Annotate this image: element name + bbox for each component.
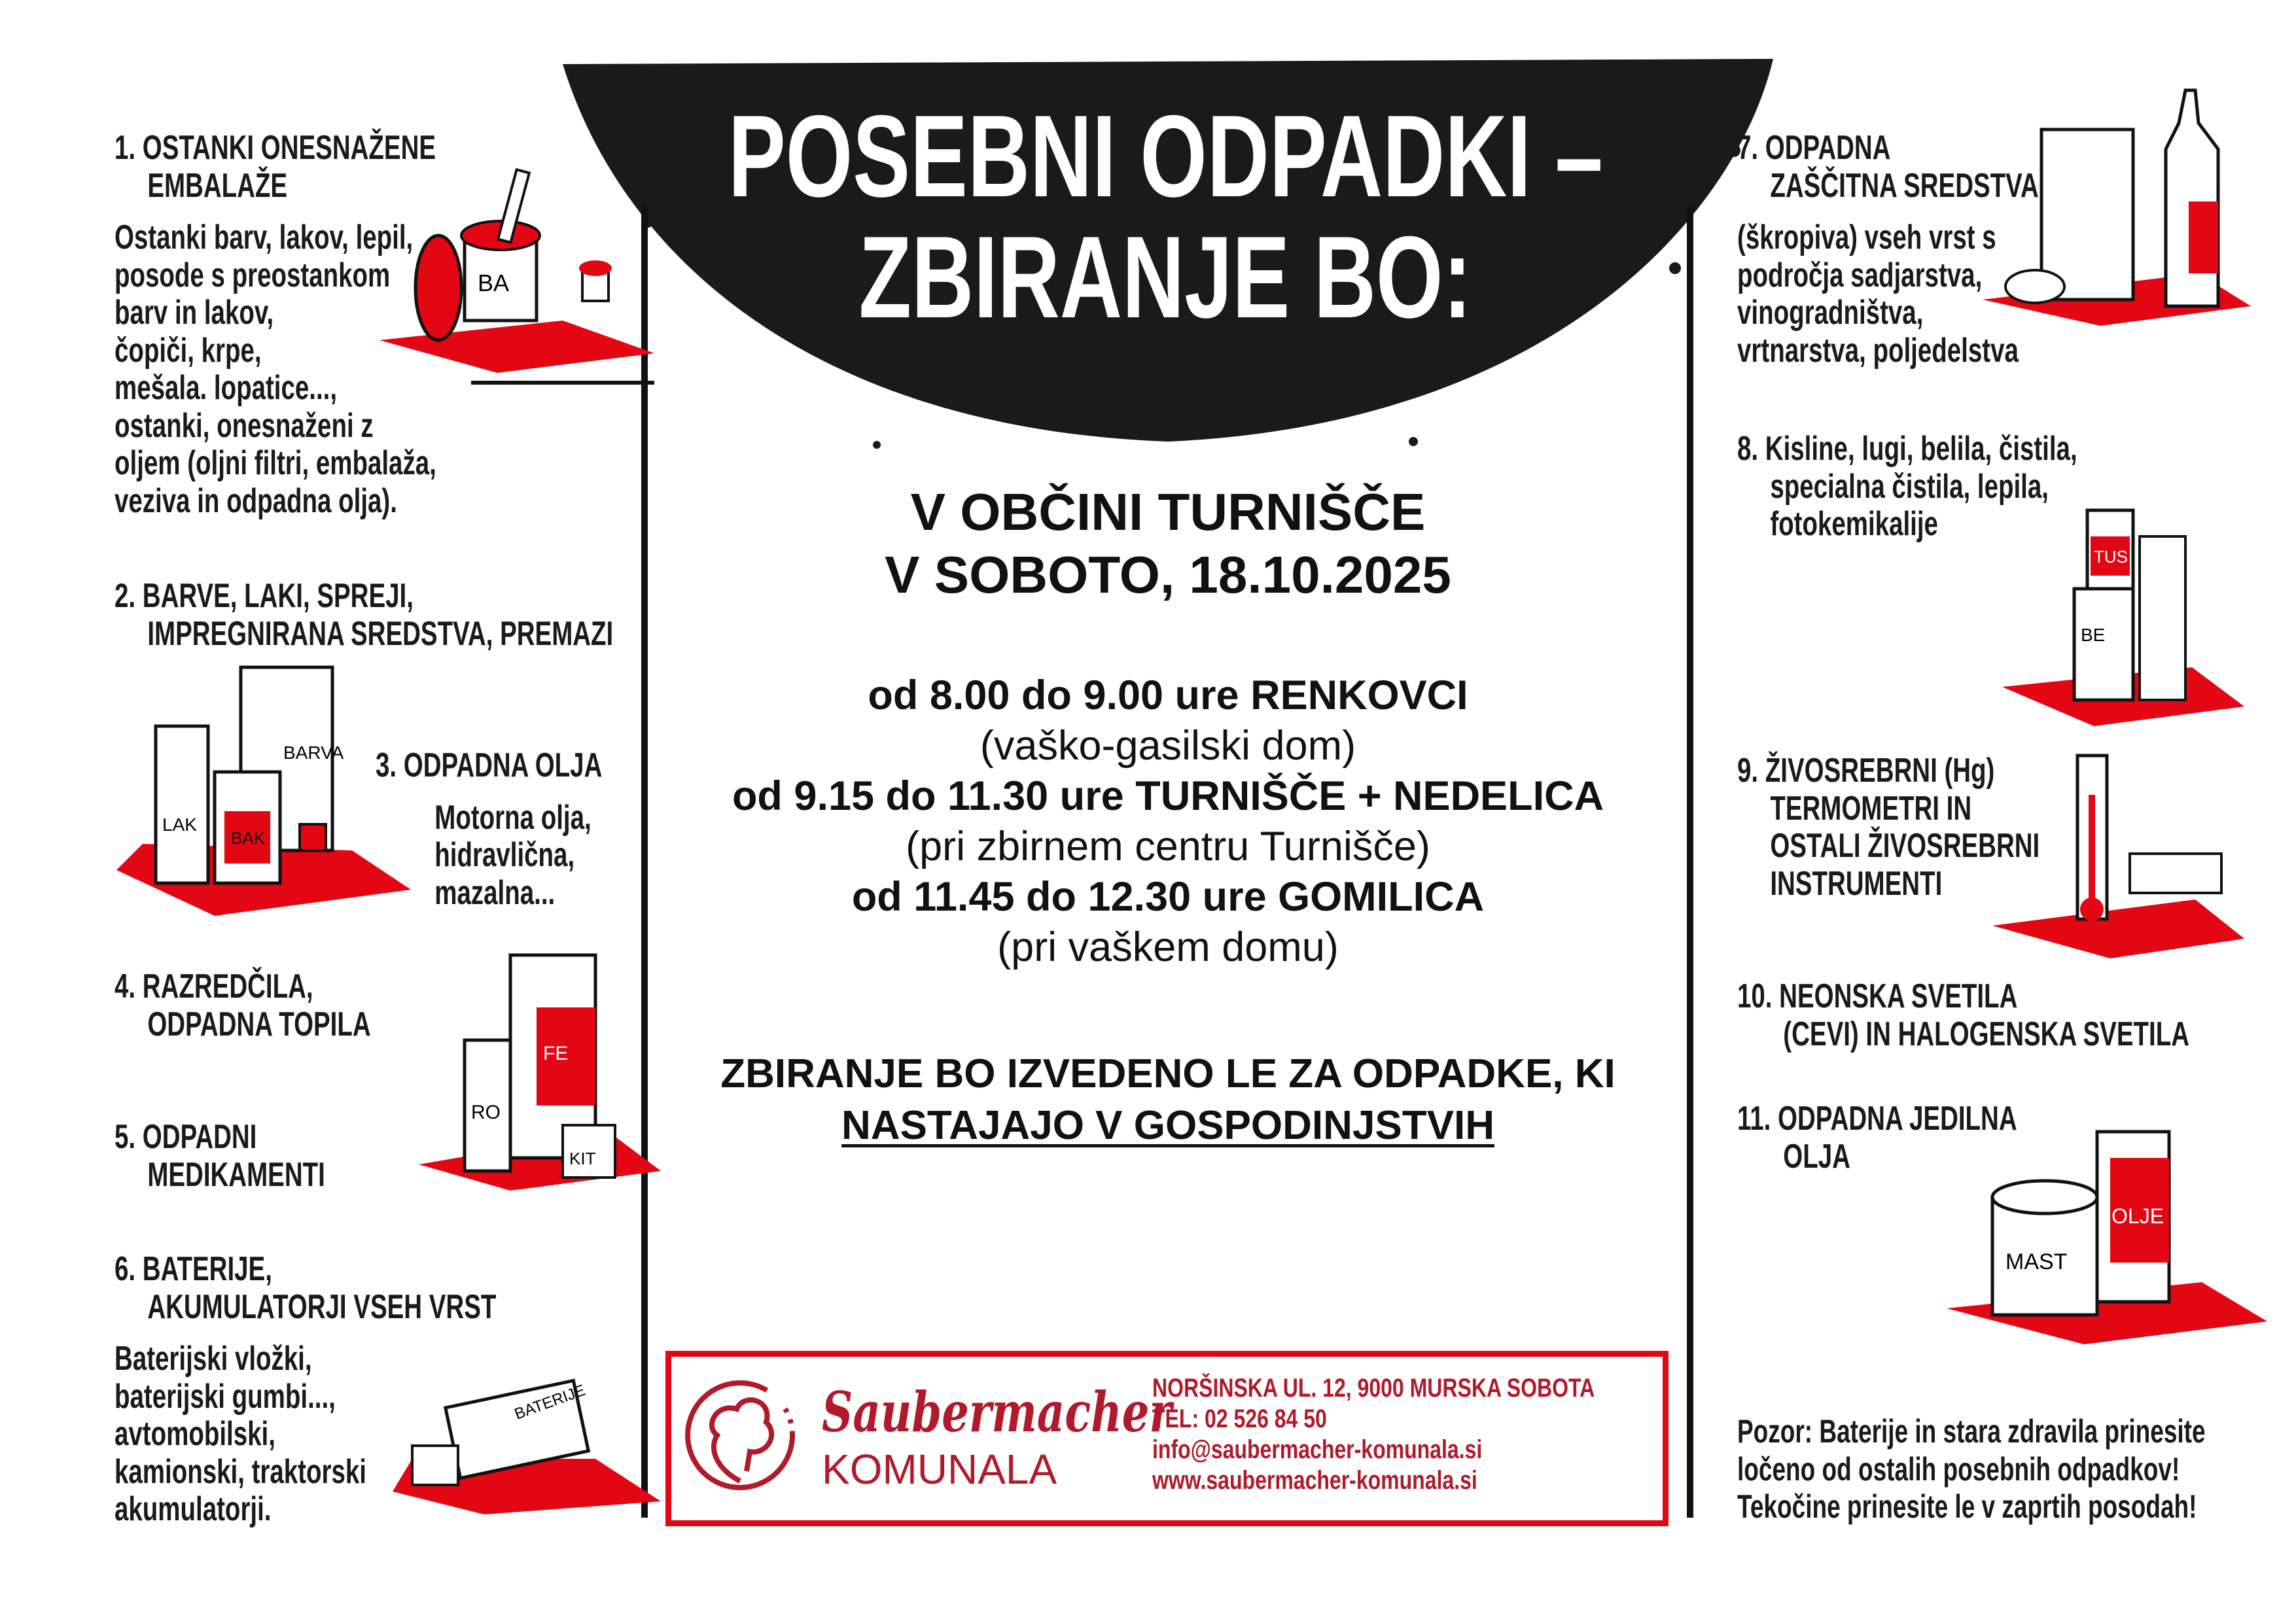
text-line: čopiči, krpe,: [115, 331, 262, 370]
text-line: RENKOVCI: [1250, 672, 1468, 718]
text-line: oljem (oljni filtri, embalaža,: [115, 444, 436, 482]
text-line: BATERIJE: [512, 1381, 588, 1423]
text-line: KIT: [569, 1149, 596, 1168]
title-line-2: ZBIRANJE BO:: [858, 212, 1472, 342]
saubermacher-logo-icon: [681, 1373, 799, 1497]
solvent-cans-illustration: [412, 942, 664, 1200]
paint-oil-cans-illustration: [103, 654, 431, 929]
brand-name: Saubermacher: [822, 1380, 1172, 1444]
text-line: OLJA: [1783, 1137, 1850, 1176]
text-line: akumulatorji.: [115, 1490, 272, 1528]
text-line: 2. BARVE, LAKI, SPREJI,: [115, 577, 414, 615]
text-line: baterijski gumbi...,: [115, 1377, 336, 1416]
schedule-item: [648, 872, 1688, 922]
email-link[interactable]: info@saubermacher-komunala.si: [1152, 1435, 1483, 1464]
text-line: BE: [2081, 625, 2106, 645]
schedule-item: [648, 771, 1688, 822]
text-line: Ostanki barv, lakov, lepil,: [115, 218, 414, 256]
address: NORŠINSKA UL. 12, 9000 MURSKA SOBOTA: [1152, 1374, 1595, 1403]
pesticides-illustration: [1969, 84, 2261, 332]
text-line: EMBALAŽE: [147, 166, 288, 205]
text-line: TURNIŠČE + NEDELICA: [1135, 773, 1604, 819]
text-line: ZBIRANJE BO IZVEDENO LE ZA ODPADKE, KI: [720, 1051, 1616, 1096]
schedule-item: [648, 671, 1688, 721]
paint-cans-illustration: [366, 157, 667, 419]
text-line: vinogradništva,: [1737, 294, 1924, 332]
text-line: TUS: [2094, 547, 2128, 567]
text-line: 6. BATERIJE,: [115, 1250, 272, 1288]
text-line: mešala. lopatice...,: [115, 369, 338, 407]
text-line: Motorna olja,: [434, 798, 592, 837]
title-line-1: POSEBNI ODPADKI –: [728, 91, 1603, 221]
text-line: ločeno od ostalih posebnih odpadkov!: [1737, 1450, 2180, 1488]
text-line: ostanki, onesnaženi z: [115, 406, 374, 445]
cooking-oil-illustration: [1940, 1092, 2274, 1348]
text-line: MAST: [2005, 1249, 2068, 1274]
text-line: Baterijski vložki,: [115, 1340, 312, 1378]
schedule-detail: (vaško-gasilski dom): [980, 723, 1356, 769]
batteries-illustration: [386, 1361, 664, 1518]
text-line: GOMILICA: [1278, 874, 1485, 920]
location-heading: [648, 481, 1688, 606]
text-line: 1. OSTANKI ONESNAŽENE: [115, 129, 436, 167]
text-line: LAK: [162, 814, 197, 835]
warning-note: [1737, 1413, 2206, 1526]
text-line: (škropiva) vseh vrst s: [1737, 218, 1996, 256]
text-line: BAK: [231, 828, 266, 848]
text-line: OLJE: [2111, 1204, 2164, 1228]
text-line: hidravlična,: [434, 836, 575, 874]
text-line: 7. ODPADNA: [1737, 129, 1891, 167]
website-link[interactable]: www.saubermacher-komunala.si: [1152, 1466, 1477, 1495]
text-line: AKUMULATORJI VSEH VRST: [147, 1287, 497, 1326]
text-line: RO: [471, 1102, 501, 1123]
text-line: 5. ODPADNI: [115, 1118, 257, 1156]
text-line: mazalna...: [434, 873, 556, 912]
item-10: [1737, 978, 2189, 1053]
text-line: ODPADNA TOPILA: [147, 1005, 371, 1043]
brand-sub: KOMUNALA: [822, 1446, 1057, 1493]
text-line: 4. RAZREDČILA,: [115, 968, 313, 1005]
text-line: 3. ODPADNA OLJA: [376, 746, 603, 784]
text-line: MEDIKAMENTI: [147, 1155, 325, 1194]
chemicals-illustration: [1996, 471, 2251, 729]
text-line: kamionski, traktorski: [115, 1452, 366, 1491]
text-line: Tekočine prinesite le v zaprtih posodah!: [1737, 1488, 2197, 1525]
household-notice: [648, 1048, 1688, 1151]
phone: TEL: 02 526 84 50: [1152, 1405, 1327, 1433]
text-line: barv in lakov,: [115, 294, 274, 332]
text-line: specialna čistila, lepila,: [1770, 467, 2049, 506]
item-5: [115, 1119, 325, 1194]
text-line: vrtnarstva, poljedelstva: [1737, 331, 2019, 370]
text-line: ZAŠČITNA SREDSTVA: [1770, 166, 2039, 205]
text-line: Pozor: Baterije in stara zdravila prinesite: [1737, 1413, 2206, 1450]
text-line: IMPREGNIRANA SREDSTVA, PREMAZI: [147, 614, 614, 653]
text-line: 9. ŽIVOSREBRNI (Hg): [1737, 752, 1995, 790]
text-line: (CEVI) IN HALOGENSKA SVETILA: [1783, 1015, 2189, 1053]
collection-date: V SOBOTO, 18.10.2025: [885, 546, 1451, 604]
text-line: od 8.00 do 9.00 ure: [868, 672, 1239, 718]
text-line: 10. NEONSKA SVETILA: [1737, 977, 2018, 1015]
text-line: veziva in odpadna olja).: [115, 481, 397, 520]
text-line: posode s preostankom: [115, 256, 391, 294]
text-line: TERMOMETRI IN: [1770, 789, 1972, 828]
schedule-detail: (pri vaškem domu): [997, 924, 1339, 970]
text-line: avtomobilski,: [115, 1415, 275, 1453]
company-footer: [665, 1351, 1669, 1526]
text-line: BARVA: [283, 742, 344, 763]
text-line: OSTALI ŽIVOSREBRNI: [1770, 827, 2040, 865]
text-line: od 9.15 do 11.30 ure: [732, 773, 1124, 819]
municipality: V OBČINI TURNIŠČE: [910, 483, 1426, 541]
text-line: 11. ODPADNA JEDILNA: [1737, 1100, 2017, 1138]
thermometer-illustration: [1979, 742, 2249, 971]
schedule: [648, 671, 1688, 973]
text-line: od 11.45 do 12.30 ure: [851, 874, 1267, 920]
text-line: FE: [543, 1043, 569, 1064]
text-line: področja sadjarstva,: [1737, 256, 1983, 294]
text-line: BA: [478, 270, 510, 296]
header-title: [567, 92, 1764, 353]
schedule-detail: (pri zbirnem centru Turnišče): [906, 824, 1430, 869]
item-2: [115, 578, 613, 653]
text-line: 8. Kisline, lugi, belila, čistila,: [1737, 430, 2077, 468]
text-line: INSTRUMENTI: [1770, 864, 1943, 903]
text-line: fotokemikalije: [1770, 505, 1938, 543]
text-line: NASTAJAJO V GOSPODINJSTVIH: [841, 1103, 1494, 1148]
item-4: [115, 968, 371, 1043]
